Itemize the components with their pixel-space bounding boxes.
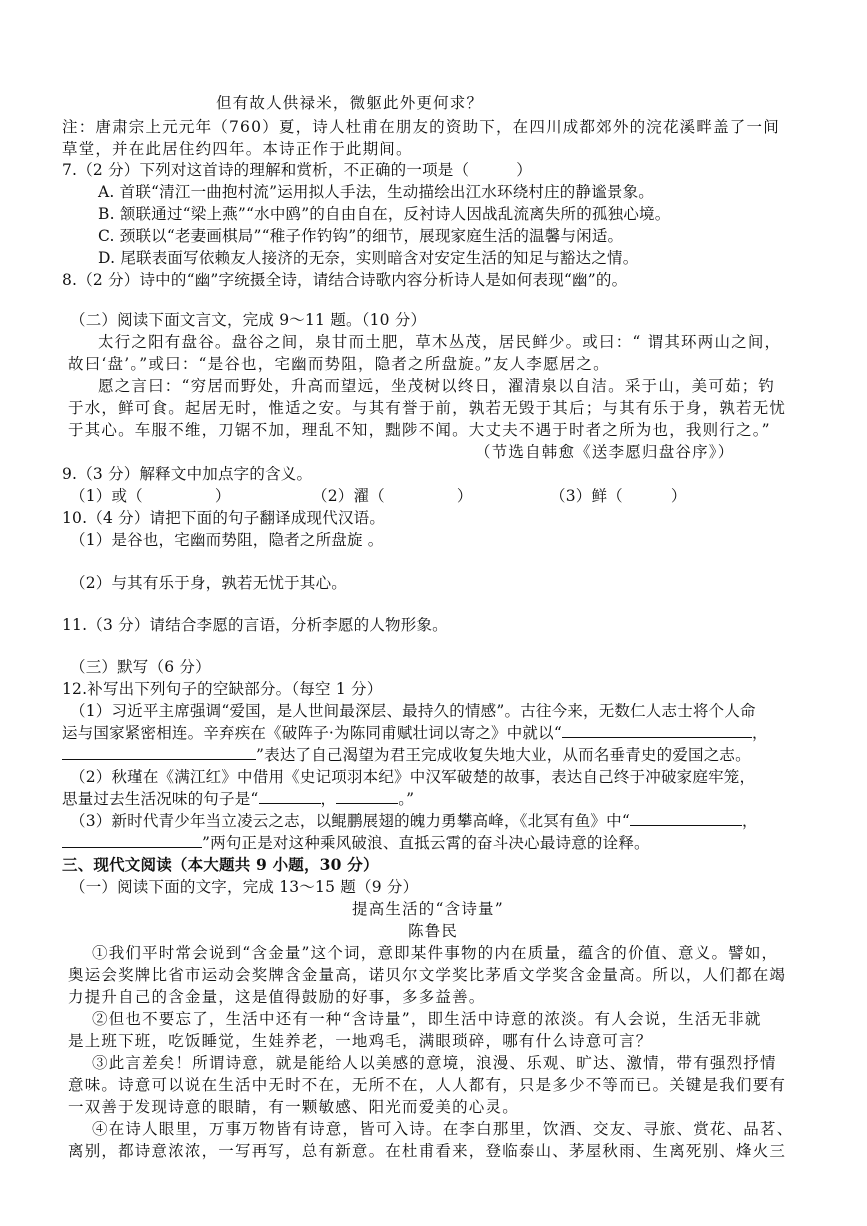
item-close: ） xyxy=(670,487,687,505)
question-7-option-c: C. 颈联以“老妻画棋局”“稚子作钓钩”的细节，展现家庭生活的温馨与闲适。 xyxy=(98,227,624,245)
part-3-subheading: （一）阅读下面的文字，完成 13～15 题（9 分） xyxy=(70,878,419,896)
classical-passage-line: 于其心。车服不维，刀锯不加，理乱不知，黜陟不闻。大丈夫不遇于时者之所为也，我则行之。” xyxy=(68,421,771,439)
question-12-p2-line: 思量过去生活况味的句子是“ ， 。” xyxy=(62,790,415,808)
question-9-stem: 9.（3 分）解释文中加点字的含义。 xyxy=(62,465,313,483)
poem-note-line: 注：唐肃宗上元元年（760）夏，诗人杜甫在朋友的资助下，在四川成都郊外的浣花溪畔盖了一间 xyxy=(62,118,780,136)
article-paragraph-line: 意味。诗意可以说在生活中无时不在，无所不在，人人都有，只是多少不等而已。关键是我们要有 xyxy=(68,1076,787,1094)
question-12-p1-line: （1）习近平主席强调“爱国，是人世间最深层、最持久的情感”。古往今来，无数仁人志士将个人命 xyxy=(70,702,756,720)
question-12-p1-line: 运与国家紧密相连。辛弃疾在《破阵子·为陈同甫赋壮词以寄之》中就以“ ， xyxy=(62,724,768,742)
article-title: 提高生活的“含诗量” xyxy=(352,900,504,918)
section-2-heading: （二）阅读下面文言文，完成 9～11 题。（10 分） xyxy=(70,311,427,329)
article-paragraph-line: ①我们平时常会说到“含金量”这个词，意即某件事物的内在质量，蕴含的价值、意义。譬如， xyxy=(92,944,779,962)
question-7-option-a: A. 首联“清江一曲抱村流”运用拟人手法，生动描绘出江水环绕村庄的静谧景象。 xyxy=(98,183,654,201)
article-author: 陈鲁民 xyxy=(408,922,459,940)
part-3-heading: 三、现代文阅读（本大题共 9 小题，30 分） xyxy=(62,855,379,874)
question-12-stem: 12.补写出下列句子的空缺部分。（每空 1 分） xyxy=(62,680,383,698)
item-label: （1）或（ xyxy=(70,487,143,505)
question-12-p3-line: （3）新时代青少年当立凌云之志，以鲲鹏展翅的魄力勇攀高峰，《北冥有鱼》中“ ， xyxy=(70,812,758,830)
question-7-stem: 7.（2 分）下列对这首诗的理解和赏析，不正确的一项是（ ） xyxy=(62,161,532,179)
answer-blank[interactable] xyxy=(62,745,256,760)
question-7-option-d: D. 尾联表面写依赖友人接济的无奈，实则暗含对安定生活的知足与豁达之情。 xyxy=(98,249,639,267)
poem-line: 但有故人供禄米，微躯此外更何求？ xyxy=(216,94,484,112)
question-10-sentence-1: （1）是谷也，宅幽而势阻，隐者之所盘旋 。 xyxy=(70,531,384,549)
answer-blank[interactable] xyxy=(630,811,742,826)
item-close: ） xyxy=(456,487,473,505)
answer-blank[interactable] xyxy=(562,723,752,738)
answer-blank[interactable] xyxy=(259,789,321,804)
article-paragraph-line: ②但也不要忘了，生活中还有一种“含诗量”，即生活中诗意的浓淡。有人会说，生活无非就 xyxy=(92,1010,762,1028)
question-12-p2-line: （2）秋瑾在《满江红》中借用《史记项羽本纪》中汉军破楚的故事，表达自己终于冲破家庭牢笼， xyxy=(70,768,756,786)
question-9-item-3 xyxy=(550,485,687,507)
classical-passage-line: 太行之阳有盘谷。盘谷之间，泉甘而土肥，草木丛茂，居民鲜少。或曰：“ 谓其环两山之间， xyxy=(98,333,782,351)
passage-source: （节选自韩愈《送李愿归盘谷序》） xyxy=(475,443,735,461)
item-label: （2）濯（ xyxy=(312,487,385,505)
question-11: 11.（3 分）请结合李愿的言语，分析李愿的人物形象。 xyxy=(62,616,448,634)
question-8: 8.（2 分）诗中的“幽”字统摄全诗，请结合诗歌内容分析诗人是如何表现“幽”的。 xyxy=(62,271,628,289)
question-7-option-b: B. 颔联通过“梁上燕”“水中鸥”的自由自在，反衬诗人因战乱流离失所的孤独心境。 xyxy=(98,205,671,223)
article-paragraph-line: ③此言差矣！所谓诗意，就是能给人以美感的意境，浪漫、乐观、旷达、激情，带有强烈抒情 xyxy=(92,1054,777,1072)
item-label: （3）鲜（ xyxy=(550,487,623,505)
article-paragraph-line: 是上班下班，吃饭睡觉，生娃养老，一地鸡毛，满眼琐碎，哪有什么诗意可言？ xyxy=(68,1032,653,1050)
question-9-item-1 xyxy=(70,485,231,507)
question-10-sentence-2: （2）与其有乐于身，孰若无忧于其心。 xyxy=(70,574,347,592)
item-close: ） xyxy=(214,487,231,505)
article-paragraph-line: 一双善于发现诗意的眼睛，有一颗敏感、阳光而爱美的心灵。 xyxy=(68,1098,519,1116)
poem-note-line: 草堂，并在此居住约四年。本诗正作于此期间。 xyxy=(62,140,413,158)
question-9-item-2 xyxy=(312,485,473,507)
classical-passage-line: 于水，鲜可食。起居无时，惟适之安。与其有誉于前，孰若无毁于其后；与其有乐于身，孰若无忧 xyxy=(68,399,787,417)
question-10-stem: 10.（4 分）请把下面的句子翻译成现代汉语。 xyxy=(62,509,386,527)
question-12-p1-line: ”表达了自己渴望为君王完成收复失地大业，从而名垂青史的爱国之志。 xyxy=(62,744,751,766)
article-paragraph-line: ④在诗人眼里，万事万物皆有诗意，皆可入诗。在李白那里，饮酒、交友、寻旅、赏花、品茗、 xyxy=(92,1120,794,1138)
article-paragraph-line: 奥运会奖牌比省市运动会奖牌含金量高，诺贝尔文学奖比茅盾文学奖含金量高。所以，人们都在竭 xyxy=(68,966,787,984)
classical-passage-line: 故曰‘盘’。”或曰：“是谷也，宅幽而势阻，隐者之所盘旋。”友人李愿居之。 xyxy=(68,355,610,373)
answer-blank[interactable] xyxy=(62,833,202,848)
article-paragraph-line: 力提升自己的含金量，这是值得鼓励的好事，多多益善。 xyxy=(68,988,486,1006)
question-12-p3-line: ”两句正是对这种乘风破浪、直抵云霄的奋斗决心最诗意的诠释。 xyxy=(62,832,650,854)
classical-passage-line: 愿之言曰：“穷居而野处，升高而望远，坐茂树以终日，濯清泉以自洁。采于山，美可茹；钓 xyxy=(98,377,776,395)
answer-blank[interactable] xyxy=(336,789,398,804)
article-paragraph-line: 离别，都诗意浓浓，一写再写，总有新意。在杜甫看来，登临泰山、茅屋秋雨、生离死别、烽火三 xyxy=(68,1142,787,1160)
section-3-heading: （三）默写（6 分） xyxy=(70,658,211,676)
